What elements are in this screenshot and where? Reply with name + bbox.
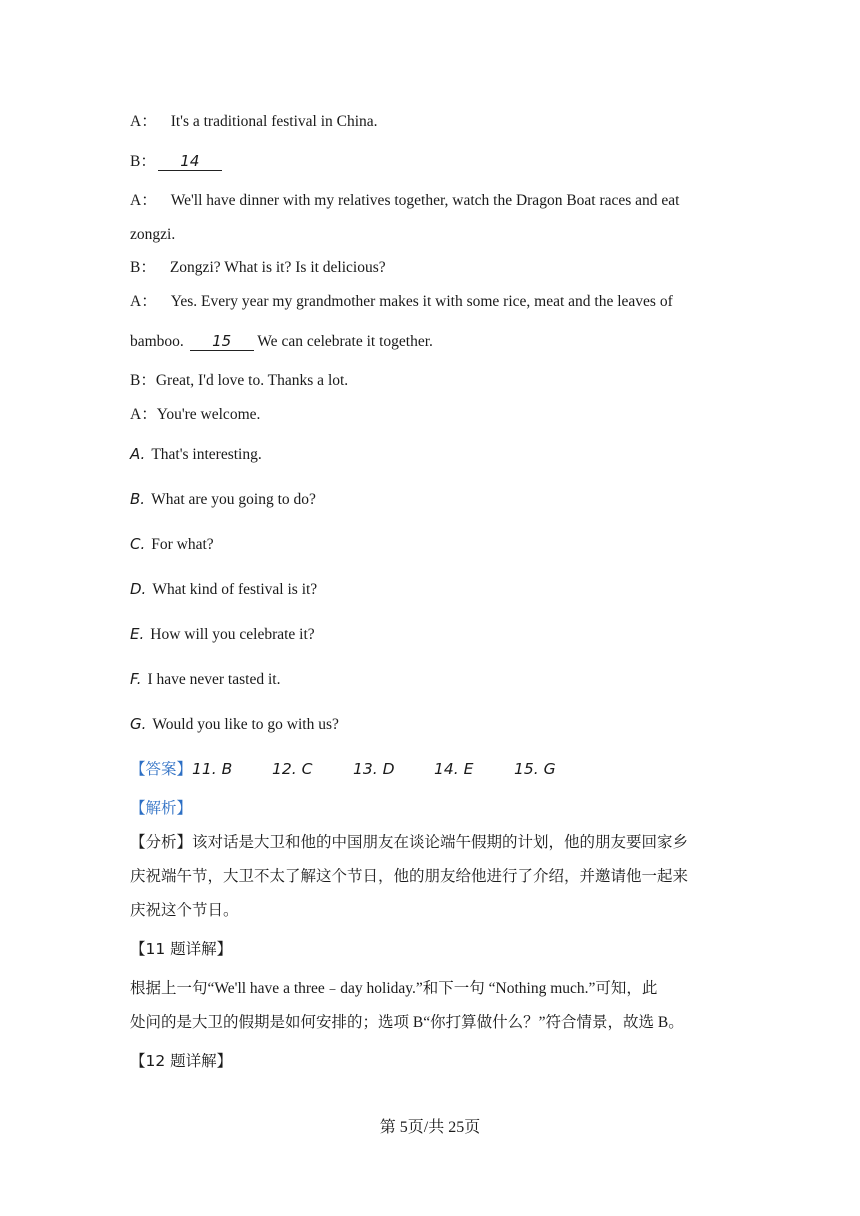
- dialogue-text: Yes. Every year my grandmother makes it with some rice, meat and the leaves of: [170, 293, 673, 310]
- dialogue-text-continuation: zongzi.: [130, 226, 176, 243]
- option-letter: A.: [130, 445, 146, 463]
- option-letter: E.: [130, 625, 145, 643]
- q11-detail-line-2: 处问的是大卫的假期是如何安排的；选项 B“你打算做什么？”符合情景，故选 B。: [130, 1014, 684, 1031]
- answer-item: 11. B: [192, 760, 233, 778]
- page-footer: 第 5页/共 25页: [379, 1119, 481, 1136]
- blank-15: 15: [190, 332, 254, 351]
- dialogue-line-7: [130, 405, 260, 425]
- option-text: For what?: [151, 536, 214, 553]
- option-a: [130, 444, 262, 465]
- summary-label: 【分析】: [130, 833, 193, 851]
- speaker-label: A：: [130, 293, 157, 310]
- option-text: I have never tasted it.: [147, 671, 281, 688]
- option-letter: C.: [130, 535, 146, 553]
- option-f: [130, 669, 280, 690]
- speaker-label: A：: [130, 406, 157, 423]
- dialogue-line-3-cont: [130, 225, 175, 245]
- speaker-label: A：: [130, 113, 157, 130]
- summary-text: 该对话是大卫和他的中国朋友在谈论端午假期的计划，他的朋友要回家乡: [192, 833, 689, 851]
- dialogue-line-1: [130, 112, 378, 132]
- option-b: [130, 489, 316, 510]
- option-text: How will you celebrate it?: [150, 626, 315, 643]
- q11-detail-line-1: 根据上一句“We'll have a three﹣day holiday.”和下一句 “Nothing much.”可知，此: [130, 980, 658, 997]
- dialogue-line-5-cont: [130, 332, 433, 352]
- dialogue-line-5: [130, 292, 673, 312]
- option-letter: D.: [130, 580, 147, 598]
- option-text: That's interesting.: [151, 446, 262, 463]
- option-letter: F.: [130, 670, 142, 688]
- dialogue-text: We'll have dinner with my relatives together, watch the Dragon Boat races and eat: [170, 192, 680, 209]
- answer-label: 【答案】: [130, 760, 193, 778]
- option-letter: G.: [130, 715, 147, 733]
- answer-item: 13. D: [353, 760, 395, 778]
- answer-item: 12. C: [272, 760, 313, 778]
- option-g: [130, 714, 339, 735]
- answer-item: 14. E: [434, 760, 474, 778]
- speaker-label: A：: [130, 192, 157, 209]
- option-text: What are you going to do?: [151, 491, 316, 508]
- dialogue-line-6: [130, 371, 348, 391]
- q11-heading: 【11 题详解】: [130, 940, 233, 958]
- dialogue-text: It's a traditional festival in China.: [170, 113, 378, 130]
- dialogue-text-after-blank: We can celebrate it together.: [257, 333, 433, 350]
- answer-line: [130, 759, 556, 780]
- dialogue-text: Great, I'd love to. Thanks a lot.: [155, 372, 349, 389]
- speaker-label: B：: [130, 372, 156, 389]
- option-d: [130, 579, 317, 600]
- option-text: What kind of festival is it?: [152, 581, 318, 598]
- option-c: [130, 534, 214, 555]
- analysis-summary-line-1: [130, 832, 688, 852]
- dialogue-text-before-blank: bamboo.: [130, 333, 184, 350]
- option-letter: B.: [130, 490, 146, 508]
- dialogue-line-4: [130, 258, 386, 278]
- speaker-label: B：: [130, 153, 156, 170]
- dialogue-text: You're welcome.: [156, 406, 261, 423]
- q12-heading: 【12 题详解】: [130, 1052, 233, 1070]
- analysis-summary-line-3: 庆祝这个节日。: [130, 901, 239, 919]
- speaker-label: B：: [130, 259, 156, 276]
- answer-item: 15. G: [514, 760, 556, 778]
- option-text: Would you like to go with us?: [152, 716, 339, 733]
- dialogue-text: Zongzi? What is it? Is it delicious?: [169, 259, 386, 276]
- blank-14: 14: [158, 152, 222, 171]
- analysis-summary-line-2: 庆祝端午节，大卫不太了解这个节日，他的朋友给他进行了介绍，并邀请他一起来: [130, 867, 689, 885]
- option-e: [130, 624, 315, 645]
- analysis-label: 【解析】: [130, 799, 193, 817]
- dialogue-line-2: [130, 152, 222, 172]
- dialogue-line-3: [130, 191, 680, 211]
